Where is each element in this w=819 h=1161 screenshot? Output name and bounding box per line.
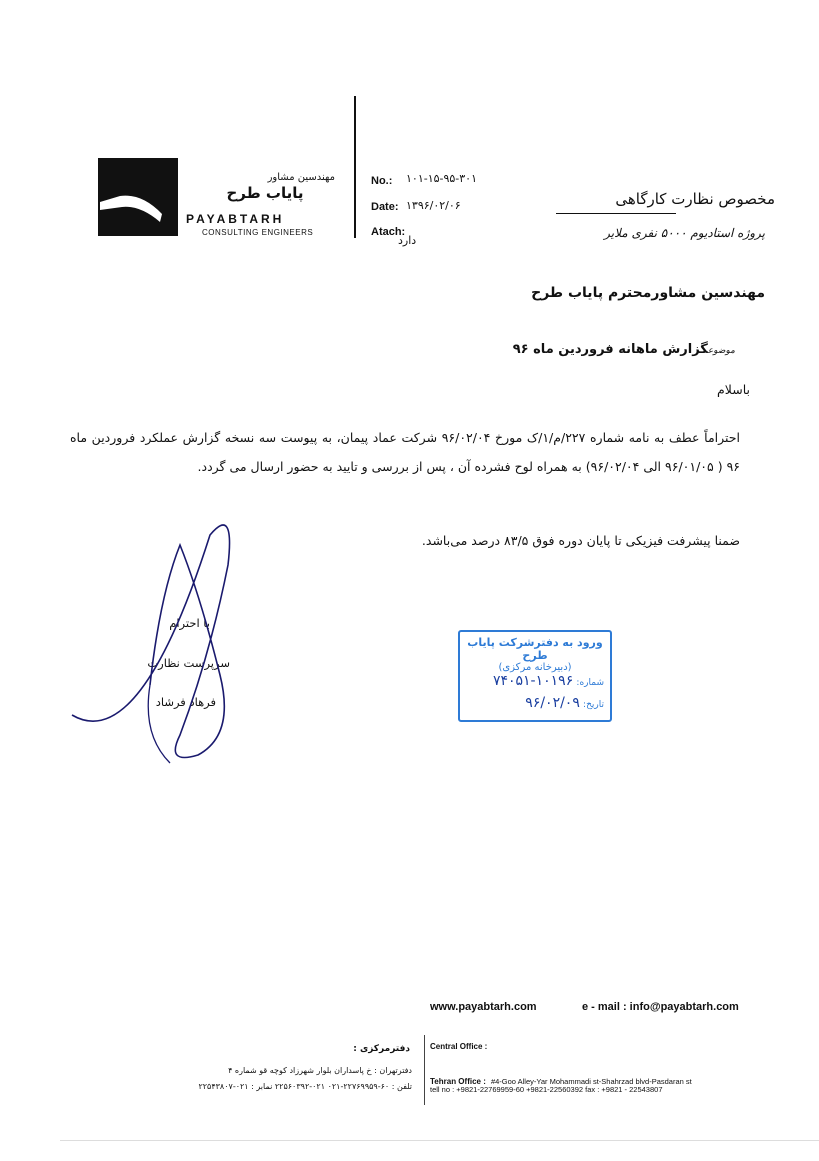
letter-body: احتراماً عطف به نامه شماره ۲۲۷/م/۱/ک مورخ ۹۶/۰۲/۰۴ شرکت عماد پیمان، به پیوست سه نسخه گزارش عملکرد فروردین ماه ۹۶ ( ۹۶/۰۱/۰۵ الی ۹۶/۰۲/۰۴) به همراه لوح فشرده آن ، پس از بررسی و تایید به حضور ارسال می گردد. [70, 430, 740, 474]
progress-line: ضمنا پیشرفت فیزیکی تا پایان دوره فوق ۸۳/۵ درصد می‌باشد. [421, 533, 740, 548]
stamp-date-row [460, 695, 610, 711]
reception-stamp [458, 630, 612, 722]
signature-name: فرهاد فرشاد [155, 695, 216, 709]
firm-name-en: PAYABTARH [186, 212, 285, 226]
stamp-number-row [460, 673, 610, 695]
signature-position: سرپرست نظارت [147, 656, 230, 670]
logo-mark-icon [98, 158, 178, 236]
footer-email: e - mail : info@payabtarh.com [582, 1001, 739, 1013]
firm-name-en-sub: CONSULTING ENGINEERS [202, 228, 314, 237]
header-title: مخصوص نظارت کارگاهی [615, 190, 775, 208]
tehran-office-en-label: Tehran Office : [430, 1077, 486, 1086]
header-underline [556, 213, 676, 214]
no-value: ۱۰۱-۱۵-۹۵-۳۰۱ [406, 172, 477, 185]
phones-en: tell no : +9821-22769959-60 +9821-22560392 fax : +9821 - 22543807 [430, 1085, 663, 1094]
stamp-date-label: تاریخ: [583, 700, 604, 710]
page-bottom-edge [60, 1140, 819, 1141]
central-office-en: Central Office : [430, 1042, 488, 1051]
firm-name-fa-small: مهندسین مشاور [267, 172, 335, 183]
stamp-subtitle: (دبیرخانه مرکزی) [498, 662, 572, 673]
attach-label: Atach: [371, 226, 406, 238]
phones-fa: تلفن : ۶۰-۲۲۷۶۹۹۵۹-۰۲۱ ۰۲۱-۲۲۵۶۰۳۹۲ نمابر : ۰۲۱-۲۲۵۴۳۸۰۷ [198, 1082, 412, 1091]
firm-name-fa: پایاب طرح [226, 184, 304, 202]
central-office-fa: دفترمرکزی : [353, 1044, 410, 1054]
handwritten-signature-icon [60, 505, 260, 775]
date-label: Date: [371, 201, 399, 213]
subject: گزارش ماهانه فروردین ماه ۹۶ [512, 342, 708, 357]
tehran-office-fa: دفترتهران : خ پاسداران بلوار شهرزاد کوچه قو شماره ۴ [228, 1066, 412, 1075]
tehran-office-en: #4-Goo Alley-Yar Mohammadi st-Shahrzad blvd-Pasdaran st [490, 1077, 692, 1086]
recipient: مهندسین مشاورمحترم پایاب طرح [531, 285, 765, 301]
stamp-number-value: ۱۰۱۹۶-۷۴۰۵۱ [492, 673, 574, 689]
attach-value: دارد [398, 234, 417, 247]
footer-website: www.payabtarh.com [430, 1001, 537, 1013]
signature-regards: با احترام [169, 616, 210, 630]
project-name: پروژه استادیوم ۵۰۰۰ نفری ملایر [604, 226, 765, 240]
company-logo [98, 158, 178, 236]
subject-label: موضوع [707, 346, 735, 356]
no-label: No.: [371, 175, 393, 187]
greeting: باسلام [717, 382, 750, 397]
header-divider [354, 96, 356, 238]
stamp-number-label: شماره: [576, 678, 604, 688]
date-value: ۱۳۹۶/۰۲/۰۶ [406, 199, 461, 212]
stamp-title: ورود به دفترشرکت پایاب طرح [467, 636, 603, 662]
footer-divider [424, 1035, 425, 1105]
subject-line [480, 338, 735, 357]
stamp-date-value: ۹۶/۰۲/۰۹ [525, 695, 580, 711]
